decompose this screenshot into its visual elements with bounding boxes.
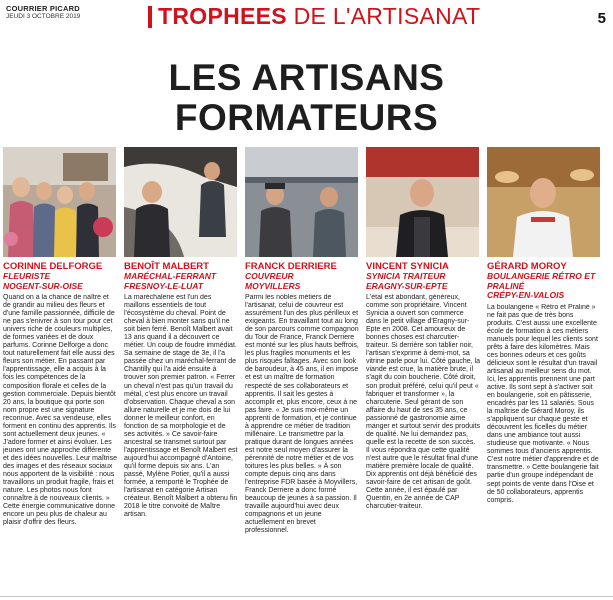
artisan-name: BENOÎT MALBERT bbox=[124, 261, 209, 272]
article-body: L'étal est abondant, généreux, comme son propriétaire. Vincent Synicia a ouvert son commerce dans le petit village d'Eragny-sur-Epte en 2008. Cet amoureux de bonnes choses est charcutier-traiteur. Si derrière son tablier noir, l'artisan s'exprime à demi-mot, sa vitrine parle pour lui. Côté gauche, la viande est crue, la matière brute, il s'agit du coin boucherie. Côté droit, son produit préféré, celui qu'il peut « fabriquer et transformer », la charcuterie. Seul gérant de son affaire du haut de ses 35 ans, ce passionné de gastronomie aime manger et surtout servir des produits de qualité. Ne lui demandez pas, quelle est la recette de son succès. Il vous répondra que cette qualité n'est autre que le résultat final d'une matière première locale de qualité. Dix apprentis ont déjà bénéficié des savoir-faire de cet artisan de goût. Cette année, il est épaulé par Quentin, en 2e année de CAP charcutier-traiteur. bbox=[366, 294, 480, 511]
profile-benoit-malbert bbox=[124, 262, 238, 519]
artisan-trade: MARÉCHAL-FERRANT bbox=[124, 271, 217, 281]
profile-franck-derriere bbox=[245, 262, 359, 535]
section-rubric bbox=[158, 3, 480, 30]
artisan-name: CORINNE DELFORGE bbox=[3, 261, 103, 272]
article-body: La boulangerie « Rétro et Praliné » ne fait pas que de très bons produits. C'est aussi une excellente école de formation à ces métiers manuels pour lequel les clients sont prêts à faire des kilomètres. Mais ces bonnes odeurs et ces goûts délicieux sont le résultat d'un travail artisanal au meilleur sens du mot. Ici, les apprentis prennent une part active. Ils sont sept à s'activer soit en boulangerie, soit en pâtisserie, encadrés par les 11 salariés. Sous la maîtrise de Gérard Moroy, ils s'appliquent sur chaque geste et découvrent les ficelles du métier dans une ambiance tout aussi studieuse que motivante. « Nous sommes tous d'anciens apprentis. C'est notre métier d'apprendre et de transmettre. » Cette boulangerie fait partie d'un groupe indépendant de sept points de vente dans l'Oise et de 50 collaborateurs, apprentis compris. bbox=[487, 303, 599, 504]
artisan-town: CRÉPY-EN-VALOIS bbox=[487, 290, 565, 300]
headline-line-2: FORMATEURS bbox=[174, 97, 439, 138]
photo-farrier bbox=[124, 147, 237, 257]
headline-line-1: LES ARTISANS bbox=[168, 57, 445, 98]
article-body: La maréchalerie est l'un des maillons essentiels de tout l'écosystème du cheval. Point de cheval à bien monter sans qu'il ne soit bien ferré. Benoît Malbert avait 13 ans quand il a découvert ce métier. Un coup de foudre immédiat. Sa semaine de stage de 3e, il l'a passée chez un maréchal-ferrant de Chantilly qui l'a aidé ensuite à trouver son premier patron. « Ferrer un cheval n'est pas qu'un travail du métal, c'est plus encore un travail d'observation. Chaque cheval a son allure naturelle et je me dois de lui donner le meilleur confort, en fonction de sa morphologie et de ses activités. » Ce savoir-faire ancestral se transmet surtout par l'apprentissage et Benoît Malbert est aujourd'hui accompagné d'Antoine, qu'il forme depuis six ans. L'an passé, Mylène Potier, qu'il a aussi formée, a remporté le Trophée de l'artisanat en catégorie Artisan créateur. Benoît Malbert a obtenu fin 2018 le titre convoité de Maître artisan. bbox=[124, 294, 238, 519]
bottom-rule bbox=[0, 596, 613, 597]
profile-vincent-synicia bbox=[366, 262, 480, 511]
profile-corinne-delforge bbox=[3, 262, 117, 527]
artisan-town: ERAGNY-SUR-EPTE bbox=[366, 280, 448, 291]
artisan-trade: BOULANGERIE RÉTRO ET PRALINÉ bbox=[487, 271, 596, 291]
artisan-trade: SYNICIA TRAITEUR bbox=[366, 271, 446, 281]
article-headline bbox=[0, 58, 613, 138]
paper-name: COURRIER PICARD bbox=[6, 4, 80, 13]
photo-roofer bbox=[245, 147, 358, 257]
artisan-name: FRANCK DERRIERE bbox=[245, 261, 337, 272]
rubric-marker bbox=[148, 6, 152, 28]
photo-florists bbox=[3, 147, 116, 257]
page-number: 5 bbox=[597, 10, 606, 27]
artisan-town: FRESNOY-LE-LUAT bbox=[124, 280, 204, 291]
rubric-light: DE L'ARTISANAT bbox=[286, 3, 481, 29]
artisan-name: VINCENT SYNICIA bbox=[366, 261, 449, 272]
article-body: Parmi les nobles métiers de l'artisanat, celui de couvreur est assurément l'un des plus périlleux et exigeants. En travaillant tout au long de son parcours comme compagnon du Tour de France, Franck Derriere est monté sur les plus hauts beffrois, les plus fragiles monuments et les plus risqués faîtages. Avec son look de baroudeur, à 45 ans, il en impose et est un maître de formation respecté de ses collaborateurs et apprentis. Il sait les gestes à accomplir et, plus encore, ceux à ne pas faire. « Je suis moi-même un apprenti de formation, et je continue à apprendre ce métier de tradition millénaire. Le transmettre par la pratique durant de longues années est notre seul moyen d'assurer la pérennité de notre métier et de vos toitures les plus belles. » À son compte depuis cinq ans dans l'entreprise FDR basée à Moyvillers, Franck Derriere a donc formé beaucoup de jeunes à sa passion. Il travaille aujourd'hui avec deux compagnons et un jeune actuellement en brevet professionnel. bbox=[245, 294, 359, 535]
profile-gerard-moroy bbox=[487, 262, 601, 505]
article-body: Quand on a la chance de naître et de grandir au milieu des fleurs et d'une famille passionnée, difficile de ne pas s'enivrer à son tour pour cet univers riche de couleurs multiples, de formes variées et de doux parfums. Corinne Delforge a donc tout naturellement fait elle aussi des fleurs son métier. En passant par l'apprentissage, elle a acquis à la fois les compétences de la composition florale et celles de la gestion commerciale. Depuis bientôt 20 ans, la boutique qui porte son nom propre est une signature reconnue. Avec sa vendeuse, elles forment en continu des apprentis. Ils sont actuellement deux jeunes. « J'adore former et ainsi évoluer. Les jeunes ont une approche différente et des idées nouvelles. Leur maîtrise des images et des réseaux sociaux nous apportent de la visibilité : nous travaillons un produit fragile, frais et nature. Les photos nous font connaître à de nouveaux clients. » Cette énergie communicative donne encore un peu plus de chaleur au plaisir d'offrir des fleurs. bbox=[3, 294, 117, 527]
rubric-bold: TROPHEES bbox=[158, 3, 287, 29]
issue-date: JEUDI 3 OCTOBRE 2019 bbox=[6, 13, 81, 20]
artisan-name: GÉRARD MOROY bbox=[487, 261, 567, 272]
artisan-trade: FLEURISTE bbox=[3, 271, 51, 281]
photo-baker bbox=[487, 147, 600, 257]
artisan-trade: COUVREUR bbox=[245, 271, 294, 281]
artisan-town: MOYVILLERS bbox=[245, 280, 301, 291]
artisan-town: NOGENT-SUR-OISE bbox=[3, 280, 83, 291]
photo-butcher bbox=[366, 147, 479, 257]
masthead bbox=[0, 0, 613, 34]
